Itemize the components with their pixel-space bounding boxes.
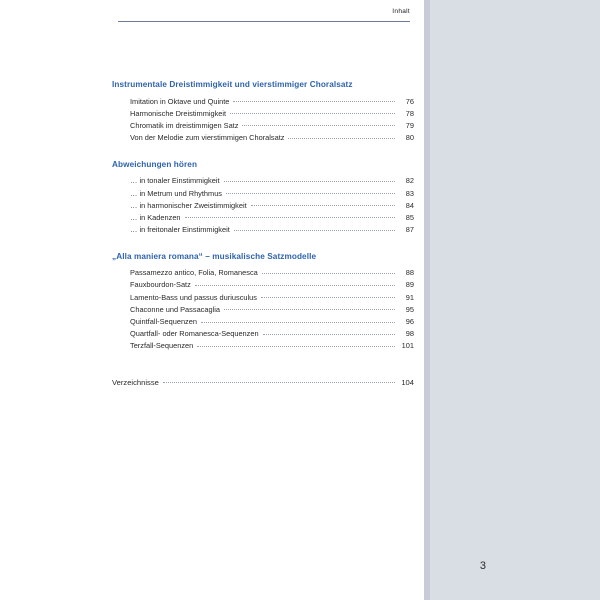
- toc-entry[interactable]: [130, 328, 414, 340]
- page-edge-band: [424, 0, 600, 600]
- toc-entry-label: Chromatik im dreistimmigen Satz: [130, 120, 239, 130]
- toc-entry-page: 84: [405, 200, 414, 210]
- toc-entry-page: 83: [405, 188, 414, 198]
- toc-entry-page: 104: [401, 377, 414, 387]
- toc-leader-dots: [226, 193, 395, 194]
- toc-entry[interactable]: [130, 187, 414, 199]
- toc-leader-dots: [288, 138, 395, 139]
- toc-entry-page: 88: [405, 268, 414, 278]
- toc-section: [112, 160, 414, 236]
- toc-leader-dots: [163, 382, 395, 383]
- toc-entry-label: … in Metrum und Rhythmus: [130, 188, 223, 198]
- toc-entry[interactable]: [130, 291, 414, 303]
- toc-entry-label: Quintfall-Sequenzen: [130, 317, 197, 327]
- toc-entry[interactable]: [130, 315, 414, 327]
- toc-entry[interactable]: [130, 279, 414, 291]
- toc-entry-page: 95: [405, 304, 414, 314]
- toc-entry-label: Chaconne und Passacaglia: [130, 304, 220, 314]
- toc-leader-dots: [261, 297, 395, 298]
- toc-entry-page: 78: [405, 108, 414, 118]
- toc-entry[interactable]: [130, 303, 414, 315]
- page-edge-shadow: [424, 0, 430, 600]
- toc-leader-dots: [201, 322, 395, 323]
- toc-leader-dots: [263, 334, 395, 335]
- toc-entry-label: … in Kadenzen: [130, 212, 181, 222]
- toc-section: [112, 80, 414, 144]
- toc-entry-label: … in tonaler Einstimmigkeit: [130, 176, 220, 186]
- toc-entry-label: Imitation in Oktave und Quinte: [130, 96, 230, 106]
- toc-entry[interactable]: [130, 132, 414, 144]
- toc-entry-page: 85: [405, 212, 414, 222]
- toc-entry-label: Fauxbourdon-Satz: [130, 280, 191, 290]
- toc-entry-page: 96: [405, 317, 414, 327]
- header-rule: [118, 21, 410, 22]
- toc-entry-page: 98: [405, 329, 414, 339]
- toc-entry-label: Verzeichnisse: [112, 377, 159, 387]
- toc-section-title: Abweichungen hören: [112, 159, 198, 169]
- table-of-contents: [112, 80, 414, 388]
- toc-leader-dots: [224, 309, 395, 310]
- toc-entry-label: Lamento-Bass und passus duriusculus: [130, 292, 257, 302]
- toc-leader-dots: [233, 101, 395, 102]
- toc-entry-page: 87: [405, 225, 414, 235]
- toc-entry-page: 91: [405, 292, 414, 302]
- toc-entry[interactable]: [130, 211, 414, 223]
- toc-leader-dots: [230, 113, 395, 114]
- toc-entry-label: Harmonische Dreistimmigkeit: [130, 108, 227, 118]
- toc-entry-page: 80: [405, 133, 414, 143]
- toc-entry-label: Quartfall- oder Romanesca-Sequenzen: [130, 329, 259, 339]
- toc-section-title: Instrumentale Dreistimmigkeit und vierstimmiger Choralsatz: [112, 80, 353, 89]
- page-number: 3: [479, 560, 486, 572]
- toc-entry-label: … in freitonaler Einstimmigkeit: [130, 225, 230, 235]
- toc-entry[interactable]: [130, 175, 414, 187]
- toc-entry-page: 89: [405, 280, 414, 290]
- toc-entry[interactable]: [130, 107, 414, 119]
- toc-leader-dots: [197, 346, 395, 347]
- toc-leader-dots: [234, 230, 395, 231]
- toc-leader-dots: [251, 205, 395, 206]
- toc-entry-page: 101: [401, 341, 414, 351]
- toc-entry[interactable]: [130, 267, 414, 279]
- toc-entry-label: … in harmonischer Zweistimmigkeit: [130, 200, 247, 210]
- toc-entry[interactable]: [130, 340, 414, 352]
- toc-leader-dots: [262, 273, 395, 274]
- toc-entry-label: Passamezzo antico, Folia, Romanesca: [130, 268, 258, 278]
- toc-entry-page: 76: [405, 96, 414, 106]
- toc-leader-dots: [185, 217, 395, 218]
- toc-section-title: „Alla maniera romana“ – musikalische Satzmodelle: [112, 251, 317, 261]
- toc-section: [112, 252, 414, 352]
- toc-entry-page: 82: [405, 176, 414, 186]
- running-head: Inhalt: [392, 8, 410, 15]
- toc-entry-label: Von der Melodie zum vierstimmigen Choralsatz: [130, 133, 285, 143]
- toc-entry-page: 79: [405, 120, 414, 130]
- toc-entry-verzeichnisse[interactable]: [112, 376, 414, 388]
- toc-leader-dots: [242, 125, 395, 126]
- toc-entry[interactable]: [130, 95, 414, 107]
- toc-entry[interactable]: [130, 199, 414, 211]
- toc-entry[interactable]: [130, 119, 414, 131]
- toc-entry[interactable]: [130, 224, 414, 236]
- toc-leader-dots: [224, 181, 395, 182]
- toc-leader-dots: [195, 285, 395, 286]
- toc-entry-label: Terzfall-Sequenzen: [130, 341, 194, 351]
